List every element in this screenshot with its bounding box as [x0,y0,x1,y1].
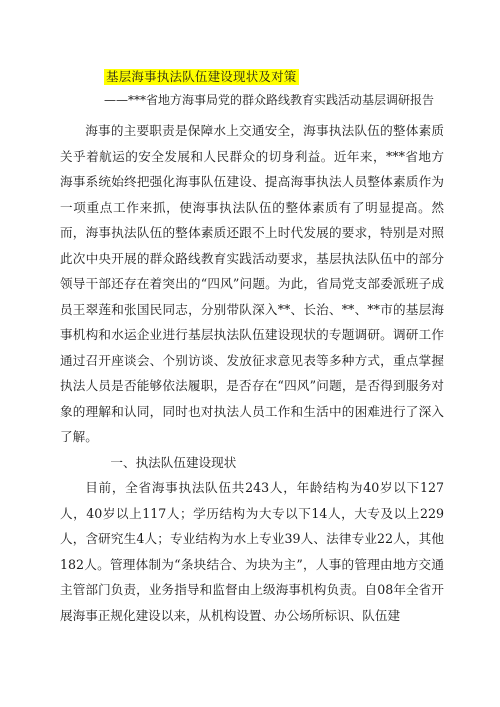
document-subtitle: ——***省地方海事局党的群众路线教育实践活动基层调研报告 [104,93,435,107]
title-wrap [104,66,299,85]
section-paragraph: 目前，全省海事执法队伍共243人，年龄结构为40岁以下127人，40岁以上117人；学历结构为大专以下14人，大专及以上229人，含研究生4人；专业结构为水上专业39人、法律专业22人，其他182人。管理体制为“条块结合、为块为主”，人事的管理由地方交通主管部门负责，业务指导和监督由上级海事机构负责。自08年全省开展海事正规化建设以来，从机构设置、办公场所标识、队伍建 [60,480,444,623]
section-heading [60,450,444,476]
document-body [60,118,444,628]
intro-paragraph: 海事的主要职责是保障水上交通安全，海事执法队伍的整体素质关乎着航运的安全发展和人民群众的切身利益。近年来，***省地方海事系统始终把强化海事队伍建设、提高海事执法人员整体素质作为一项重点工作来抓，使海事执法队伍的整体素质有了明显提高。然而，海事执法队伍的整体素质还跟不上时代发展的要求，特别是对照此次中央开展的群众路线教育实践活动要求，基层执法队伍中的部分领导干部还存在着突出的“四风”问题。为此，省局党支部委派班子成员王翠莲和张国民同志，分别带队深入**、长治、**、**市的基层海事机构和水运企业进行基层执法队伍建设现状的专题调研。调研工作通过召开座谈会、个别访谈、发放征求意见表等多种方式，重点掌握执法人员是否能够依法履职，是否存在“四风”问题，是否得到服务对象的理解和认同，同时也对执法人员工作和生活中的困难进行了深入了解。 [60,123,444,444]
document-title: 基层海事执法队伍建设现状及对策 [106,69,297,84]
section-heading-text: 一、执法队伍建设现状 [110,454,237,470]
